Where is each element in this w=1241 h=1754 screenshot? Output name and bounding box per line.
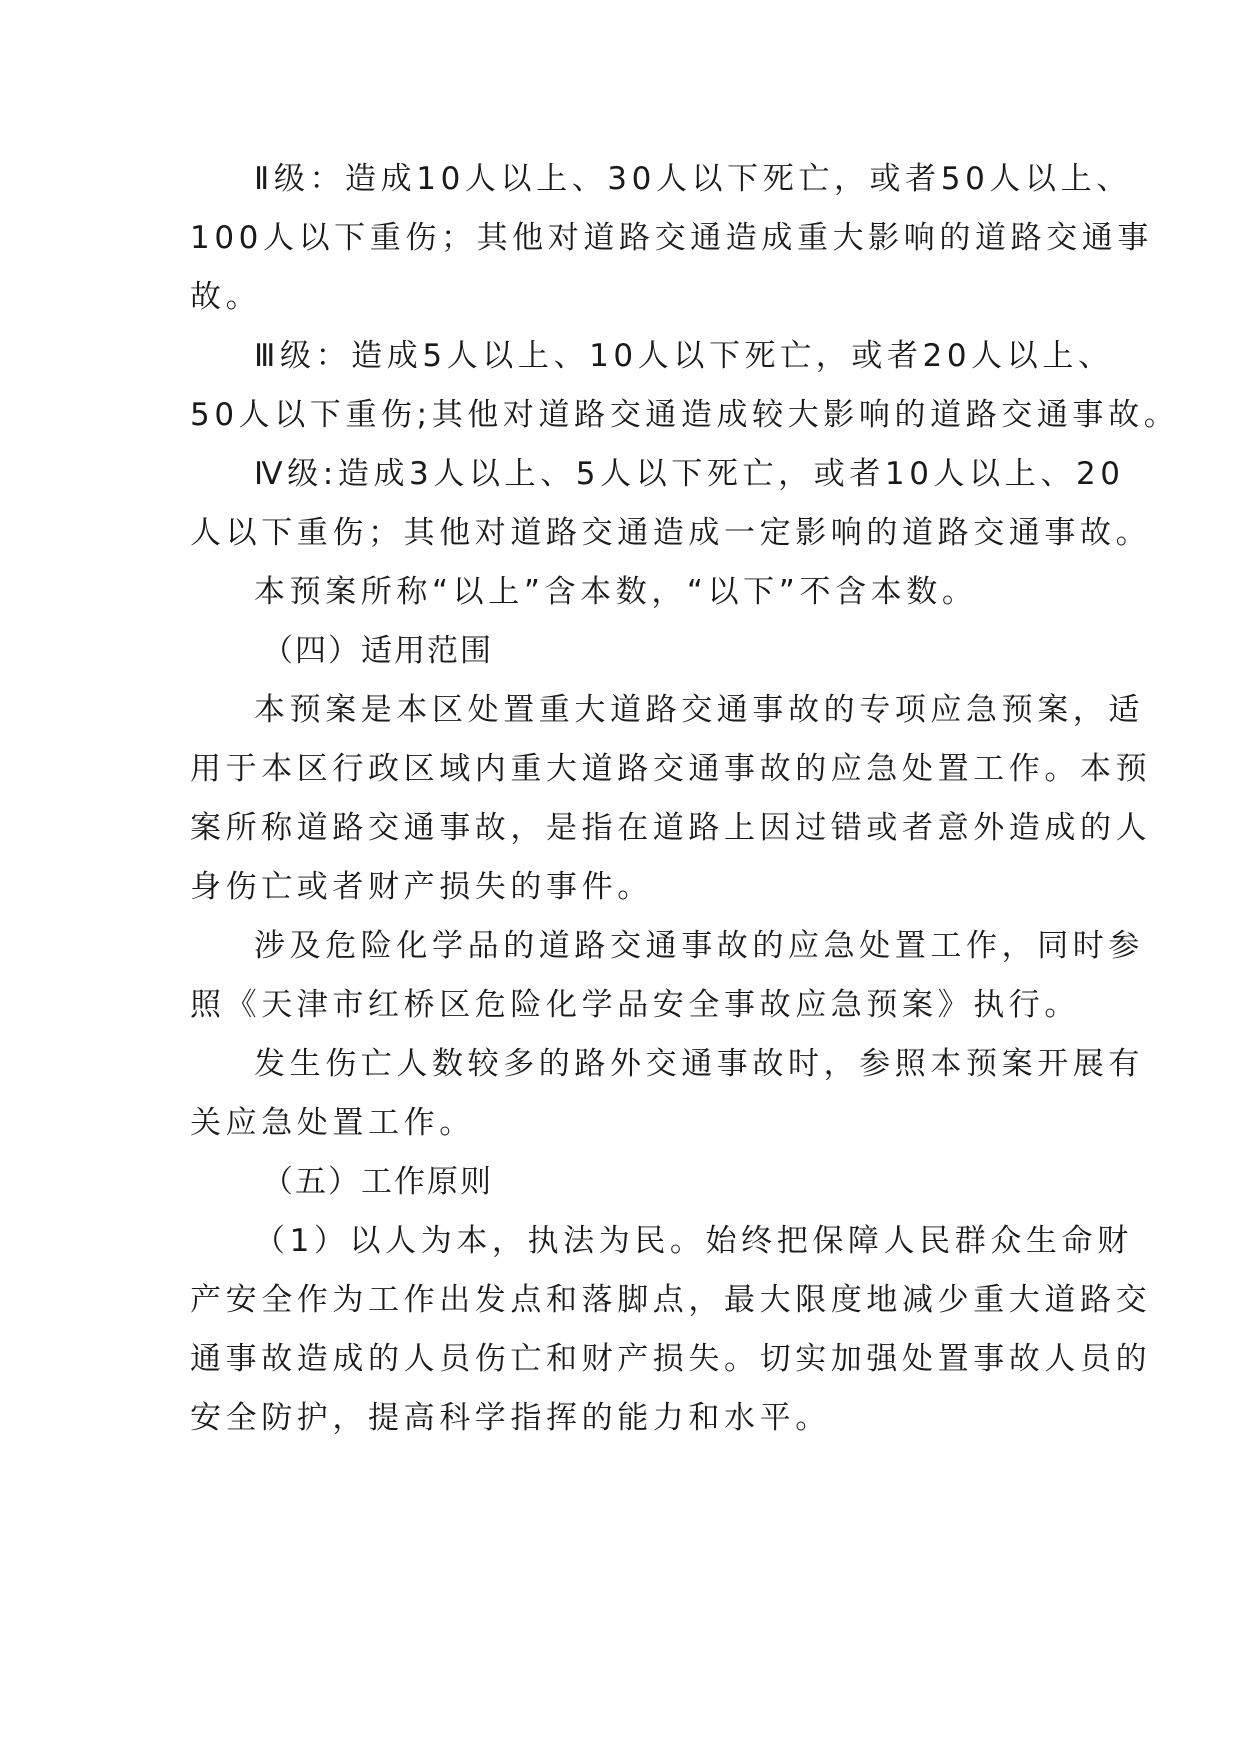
paragraph-principle-1-line-3: 通事故造成的人员伤亡和财产损失。切实加强处置事故人员的 bbox=[190, 1341, 1152, 1377]
paragraph-scope-2-line-1: 涉及危险化学品的道路交通事故的应急处置工作，同时参 bbox=[254, 928, 1144, 964]
paragraph-level-2-line-1: Ⅱ级：造成10人以上、30人以下死亡，或者50人以上、 bbox=[254, 161, 1132, 197]
section-heading-principles: （五）工作原则 bbox=[262, 1164, 493, 1200]
document-body bbox=[190, 150, 1180, 1448]
paragraph-principle-1-line-2: 产安全作为工作出发点和落脚点，最大限度地减少重大道路交 bbox=[190, 1282, 1152, 1318]
paragraph-level-4-line-2: 人以下重伤；其他对道路交通造成一定影响的道路交通事故。 bbox=[190, 515, 1152, 551]
paragraph-principle-1-line-4: 安全防护，提高科学指挥的能力和水平。 bbox=[190, 1400, 831, 1436]
paragraph-scope-1-line-3: 案所称道路交通事故，是指在道路上因过错或者意外造成的人 bbox=[190, 810, 1152, 846]
paragraph-scope-1-line-4: 身伤亡或者财产损失的事件。 bbox=[190, 869, 653, 905]
paragraph-scope-3-line-1: 发生伤亡人数较多的路外交通事故时，参照本预案开展有 bbox=[254, 1046, 1144, 1082]
paragraph-level-3-line-1: Ⅲ级：造成5人以上、10人以下死亡，或者20人以上、 bbox=[254, 338, 1114, 374]
paragraph-level-2-line-2: 100人以下重伤；其他对道路交通造成重大影响的道路交通事 bbox=[190, 220, 1153, 256]
paragraph-scope-2-line-2: 照《天津市红桥区危险化学品安全事故应急预案》执行。 bbox=[190, 987, 1080, 1023]
paragraph-scope-1-line-2: 用于本区行政区域内重大道路交通事故的应急处置工作。本预 bbox=[190, 751, 1152, 787]
paragraph-level-2-line-3: 故。 bbox=[190, 279, 262, 315]
paragraph-count-note: 本预案所称“以上”含本数，“以下”不含本数。 bbox=[254, 574, 978, 610]
paragraph-scope-1-line-1: 本预案是本区处置重大道路交通事故的专项应急预案，适 bbox=[254, 692, 1144, 728]
paragraph-level-4-line-1: Ⅳ级:造成3人以上、5人以下死亡，或者10人以上、20 bbox=[254, 456, 1125, 492]
paragraph-principle-1-line-1: （1）以人为本，执法为民。始终把保障人民群众生命财 bbox=[254, 1223, 1133, 1259]
paragraph-scope-3-line-2: 关应急处置工作。 bbox=[190, 1105, 475, 1141]
paragraph-level-3-line-2: 50人以下重伤;其他对道路交通造成较大影响的道路交通事故。 bbox=[190, 397, 1180, 433]
section-heading-scope: （四）适用范围 bbox=[262, 633, 493, 669]
